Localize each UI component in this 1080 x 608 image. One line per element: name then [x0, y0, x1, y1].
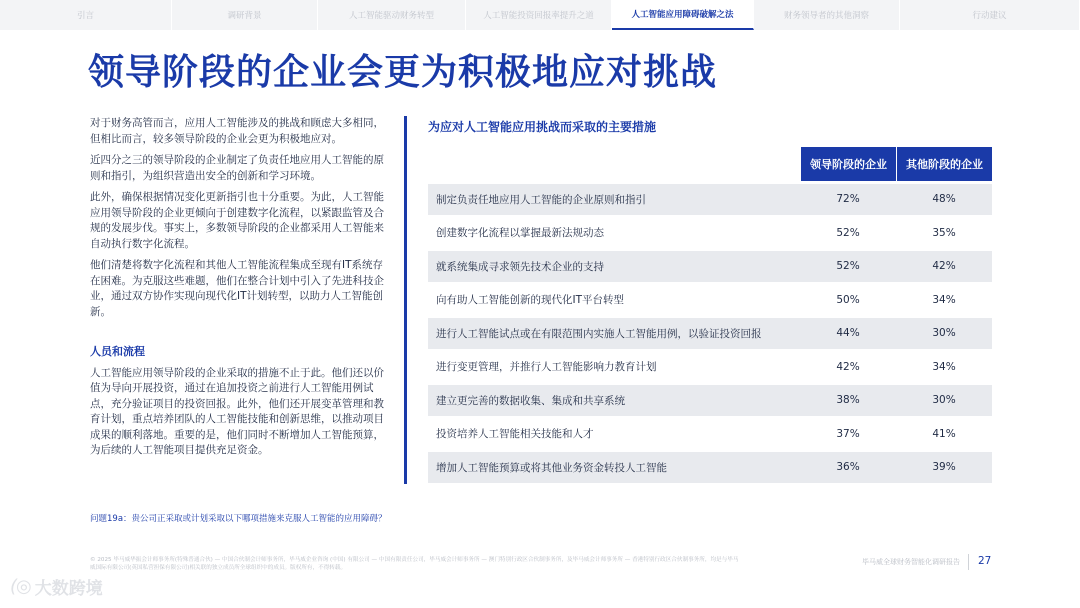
paragraph-3: 此外，确保根据情况变化更新指引也十分重要。为此，人工智能应用领导阶段的企业更倾向于创建数字化流程，以紧跟监管及合规的发展步伐。事实上，多数领导阶段的企业都采用人工智能来自动执行数字化流程。 [90, 191, 384, 250]
header-other: 其他阶段的企业 [896, 147, 992, 181]
row-other-value: 34% [932, 360, 956, 373]
subheading-people-process: 人员和流程 [90, 345, 145, 358]
row-leader-value: 42% [836, 360, 860, 373]
row-leader-value: 52% [836, 226, 860, 239]
footer-report-name: 毕马威全球财务智能化调研报告 [862, 558, 960, 566]
row-other-value: 42% [932, 260, 956, 273]
header-leader: 领导阶段的企业 [800, 147, 896, 181]
table-title: 为应对人工智能应用挑战而采取的主要措施 [428, 120, 657, 134]
table-row [428, 218, 992, 249]
watermark-text: 大数跨境 [34, 579, 103, 599]
nav-tab-insights[interactable]: 财务领导者的其他洞察 [754, 0, 900, 30]
table-header [428, 147, 992, 181]
watermark-logo-icon: (◎ [10, 576, 31, 597]
row-other-value: 35% [932, 226, 956, 239]
nav-tab-intro[interactable]: 引言 [0, 0, 172, 30]
table-row [428, 251, 992, 282]
nav-tab-background[interactable]: 调研背景 [172, 0, 318, 30]
row-other-value: 48% [932, 193, 956, 206]
page-title: 领导阶段的企业会更为积极地应对挑战 [88, 52, 718, 93]
table-row [428, 285, 992, 316]
survey-question-note: 问题19a：贵公司正采取或计划采取以下哪项措施来克服人工智能的应用障碍？ [90, 514, 387, 524]
row-label: 就系统集成寻求领先技术企业的支持 [436, 260, 604, 273]
table-row [428, 385, 992, 416]
row-label: 进行人工智能试点或在有限范围内实施人工智能用例，以验证投资回报 [436, 327, 762, 340]
nav-tab-obstacles[interactable]: 人工智能应用障碍破解之法 [612, 0, 754, 30]
row-label: 增加人工智能预算或将其他业务资金转投人工智能 [436, 461, 667, 474]
row-other-value: 34% [932, 293, 956, 306]
row-leader-value: 38% [836, 394, 860, 407]
row-label: 投资培养人工智能相关技能和人才 [436, 428, 594, 441]
nav-tab-ai-finance[interactable]: 人工智能驱动财务转型 [318, 0, 466, 30]
row-other-value: 41% [932, 427, 956, 440]
row-leader-value: 44% [836, 327, 860, 340]
watermark [10, 574, 103, 599]
table-row [428, 318, 992, 349]
row-leader-value: 50% [836, 293, 860, 306]
row-other-value: 30% [932, 394, 956, 407]
header-blank [428, 147, 800, 181]
paragraph-4: 他们清楚将数字化流程和其他人工智能流程集成至现有IT系统存在困难。为克服这些难题，他们在整合计划中引入了先进科技企业，通过双方协作实现向现代化IT计划转型，以助力人工智能创新。 [90, 259, 384, 318]
row-other-value: 39% [932, 461, 956, 474]
row-label: 进行变更管理，并推行人工智能影响力教育计划 [436, 361, 657, 374]
table-row [428, 419, 992, 450]
measures-table [428, 147, 992, 483]
row-leader-value: 52% [836, 260, 860, 273]
nav-tab-actions[interactable]: 行动建议 [900, 0, 1080, 30]
row-label: 建立更完善的数据收集、集成和共享系统 [436, 394, 625, 407]
paragraph-2: 近四分之三的领导阶段的企业制定了负责任地应用人工智能的原则和指引，为组织营造出安全的创新和学习环境。 [90, 154, 384, 182]
nav-tab-roi[interactable]: 人工智能投资回报率提升之道 [466, 0, 612, 30]
footer-disclaimer: © 2025 毕马威华振会计师事务所(特殊普通合伙) — 中国合伙制会计师事务所，毕马威企业咨询 (中国) 有限公司 — 中国有限责任公司，毕马威会计师事务所 — 澳门特别行政区合伙制事务所，及毕马威会计师事务所 — 香港特别行政区合伙制事务所，均是与毕马威国际有限公司(英国私营担保有限公司)相关联的独立成员所全球组织中的成员。版权所有，不得转载。 [90, 557, 739, 571]
row-leader-value: 36% [836, 461, 860, 474]
row-leader-value: 72% [836, 193, 860, 206]
table-row [428, 352, 992, 383]
table-row [428, 184, 992, 215]
body-text [90, 116, 392, 465]
paragraph-1: 对于财务高管而言，应用人工智能涉及的挑战和顾虑大多相同，但相比而言，较多领导阶段的企业会更为积极地应对。 [90, 117, 384, 145]
table-row [428, 452, 992, 483]
row-label: 向有助人工智能创新的现代化IT平台转型 [436, 294, 625, 307]
paragraph-5: 人工智能应用领导阶段的企业采取的措施不止于此。他们还以价值为导向开展投资，通过在追加投资之前进行人工智能用例试点，充分验证项目的投资回报。此外，他们还开展变革管理和教育计划，重点培养团队的人工智能技能和创新思维，以推动项目成果的顺利落地。重要的是，他们同时不断增加人工智能预算，为后续的人工智能项目提供充足资金。 [90, 366, 384, 456]
row-other-value: 30% [932, 327, 956, 340]
top-nav [0, 0, 1080, 30]
row-leader-value: 37% [836, 427, 860, 440]
page-number: 27 [978, 555, 992, 567]
divider-line [404, 116, 407, 484]
row-label: 制定负责任地应用人工智能的企业原则和指引 [436, 193, 646, 206]
footer-separator [968, 554, 969, 570]
row-label: 创建数字化流程以掌握最新法规动态 [436, 227, 604, 240]
